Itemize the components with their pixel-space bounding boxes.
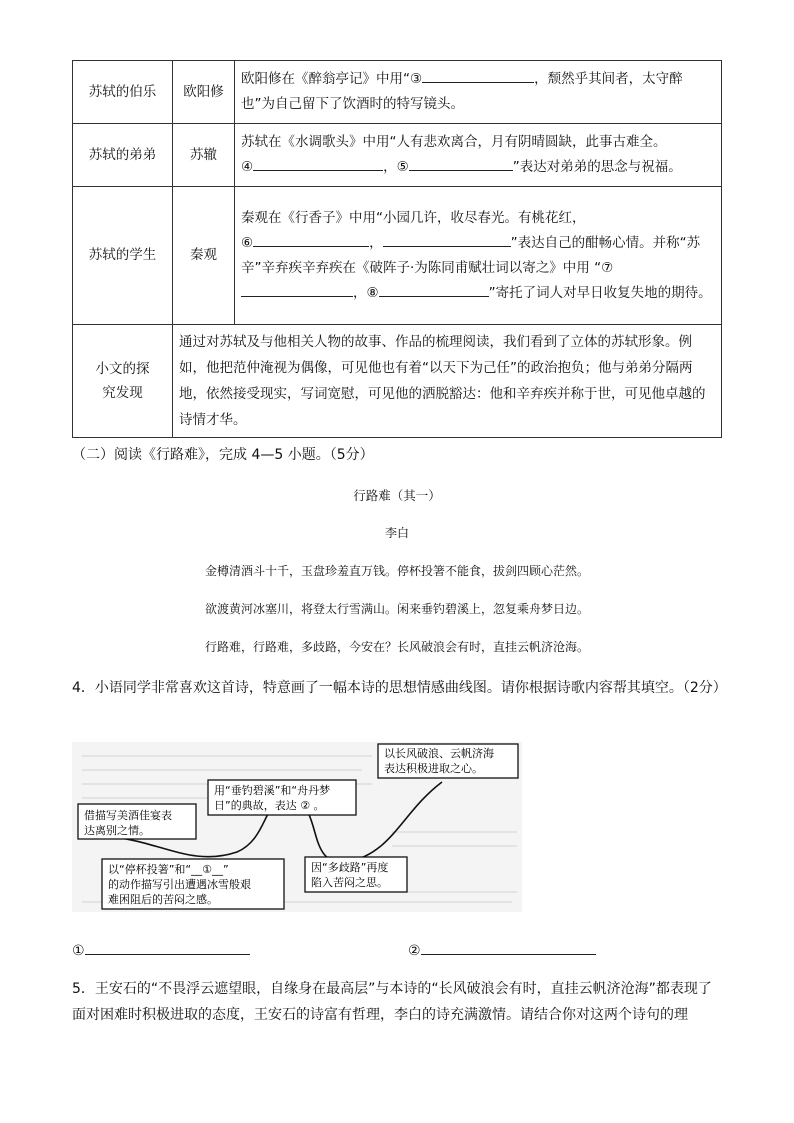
row-person-cell: 苏辙 <box>173 124 235 187</box>
question-5-stem: 5．王安石的“不畏浮云遮望眼，自缘身在最高层”与本诗的“长风破浪会有时，直挂云帆济沧海”都表现了面对困难时积极进取的态度，王安石的诗富有哲理，李白的诗充满激情。请结合你对这两个诗句的理 <box>72 981 712 1023</box>
answer-1-label: ① <box>72 943 85 959</box>
question-4-stem: 4．小语同学非常喜欢这首诗，特意画了一幅本诗的思想情感曲线图。请你根据诗歌内容帮其填空。（2分） <box>72 680 727 696</box>
box-4-line: 因“多歧路”再度 <box>311 861 389 874</box>
fill-blank-6a[interactable] <box>253 232 369 247</box>
text-part: ”寄托了词人对早日收复失地的期待。 <box>488 284 712 301</box>
box-4 <box>305 857 407 892</box>
text-part: ”表达自己的酣畅心情。并称“苏辛”辛弃疾辛弃疾在《破阵子·为陈同甫赋壮词以寄之》中用 <box>241 234 701 276</box>
discovery-label: 小文的探究发现 <box>95 361 150 401</box>
box-5-line: 以长风破浪、云帆济海 <box>384 747 494 760</box>
box-1-line: 达离别之情。 <box>84 824 150 837</box>
box-3-line: 用“垂钓碧溪”和“舟丹梦 <box>214 784 331 797</box>
answer-1-blank[interactable] <box>85 940 250 955</box>
fill-blank-3[interactable] <box>422 68 534 83</box>
row-role-cell <box>73 325 173 438</box>
literature-table <box>72 60 722 438</box>
box-5-line: 表达积极进取之心。 <box>384 762 483 775</box>
emotion-curve-diagram <box>72 742 522 912</box>
fill-blank-6b[interactable] <box>383 232 511 247</box>
poem-title: 行路难（其一） <box>353 488 441 503</box>
box-5 <box>378 744 518 778</box>
answer-row-1 <box>72 940 250 959</box>
row-role-cell: 苏轼的学生 <box>73 187 173 325</box>
fill-blank-4[interactable] <box>253 156 383 171</box>
fill-blank-8[interactable] <box>379 282 489 297</box>
fill-blank-5[interactable] <box>409 156 513 171</box>
box-3-line: 日”的典故，表达 ② 。 <box>214 799 325 812</box>
row-content-cell <box>235 124 722 187</box>
answer-2-blank[interactable] <box>421 940 596 955</box>
fill-blank-7[interactable] <box>241 282 353 297</box>
poem-author: 李白 <box>384 526 409 540</box>
box-2-line: 难困阻后的苦闷之感。 <box>108 893 218 906</box>
text-part: ④ <box>241 159 254 175</box>
box-4-line: 陷入苦闷之思。 <box>311 876 388 889</box>
text-part: ， <box>369 234 383 251</box>
text-part: ”表达对弟弟的思念与祝福。 <box>512 159 682 175</box>
answer-2-label: ② <box>408 943 421 959</box>
box-2 <box>102 859 284 909</box>
row-role-cell: 苏轼的弟弟 <box>73 124 173 187</box>
box-3 <box>208 780 356 815</box>
row-person-cell: 秦观 <box>173 187 235 325</box>
section-heading: （二）阅读《行路难》，完成 4—5 小题。（5分） <box>72 447 374 463</box>
text-part: ，颓然乎其间者，太守醉也”为自己留下了饮酒时的特写镜头。 <box>241 71 683 112</box>
text-part: 欧阳修在《醉翁亭记》中用“③ <box>241 71 423 87</box>
box-1-line: 借描写美酒佳宴表 <box>84 809 172 822</box>
row-role-cell: 苏轼的伯乐 <box>73 61 173 124</box>
box-2-line: 以“停杯投箸”和“__①__” <box>108 863 229 876</box>
poem-line: 行路难，行路难，多歧路，今安在？长风破浪会有时，直挂云帆济沧海。 <box>204 640 589 654</box>
text-part: ，⑤ <box>383 159 409 175</box>
row-content-cell <box>235 187 722 325</box>
poem-line: 金樽清酒斗十千，玉盘珍羞直万钱。停杯投箸不能食，拔剑四顾心茫然。 <box>204 564 589 578</box>
text-part: 苏轼在《水调歌头》中用“人有悲欢离合，月有阴晴圆缺，此事古难全。 <box>241 134 667 150</box>
text-part: ，⑧ <box>353 284 379 301</box>
box-1 <box>78 804 196 839</box>
text-part: “⑦ <box>594 259 614 276</box>
discovery-text-cell: 通过对苏轼及与他相关人物的故事、作品的梳理阅读，我们看到了立体的苏轼形象。例如，他把范仲淹视为偶像，可见他也有着“以天下为己任”的政治抱负；他与弟弟分隔两地，依然接受现实，写词宽慰，可见他的洒脱豁达：他和辛弃疾并称于世，可见他卓越的诗情才华。 <box>173 325 722 438</box>
answer-row-2 <box>408 940 596 959</box>
row-content-cell <box>235 61 722 124</box>
text-part: 秦观在《行香子》中用“小园几许，收尽春光。有桃花红， <box>241 209 586 226</box>
text-part: ⑥ <box>241 234 254 251</box>
box-2-line: 的动作描写引出遭遇冰雪般艰 <box>108 878 251 891</box>
poem-line: 欲渡黄河冰塞川，将登太行雪满山。闲来垂钓碧溪上，忽复乘舟梦日边。 <box>204 602 589 616</box>
row-person-cell: 欧阳修 <box>173 61 235 124</box>
